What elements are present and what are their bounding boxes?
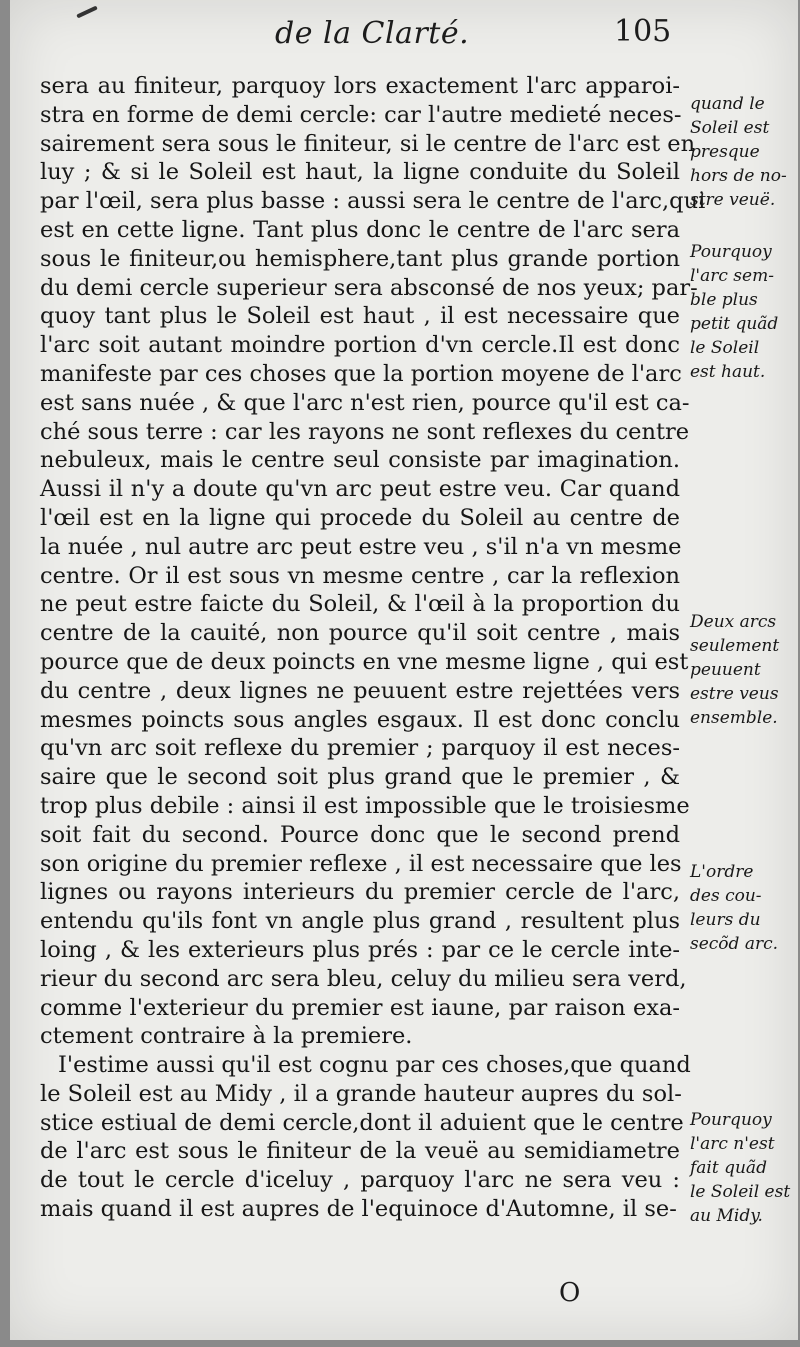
text-line: la nuée , nul autre arc peut estre veu , s'il n'a vn mesme (40, 533, 682, 560)
text-line: luy ; & si le Soleil est haut, la ligne conduite du Soleil (40, 159, 680, 186)
text-line: du demi cercle superieur sera absconsé de nos yeux; par- (40, 274, 698, 301)
text-line: son origine du premier reflexe , il est necessaire que les (40, 850, 682, 877)
margin-note-line: Pourquoy (690, 1110, 772, 1130)
text-line: ctement contraire à la premiere. (40, 1023, 413, 1050)
margin-note-line: presque (690, 142, 760, 162)
margin-note-line: leurs du (690, 910, 761, 930)
text-line: stice estiual de demi cercle,dont il aduient que le centre (40, 1109, 684, 1136)
margin-note-line: seulement (690, 636, 780, 656)
margin-note-line: quand le (690, 94, 765, 114)
margin-note-two-arcs (690, 610, 800, 730)
text-line: centre. Or il est sous vn mesme centre , car la reflexion (40, 562, 680, 589)
text-line: centre de la cauité, non pource qu'il soit centre , mais (40, 620, 680, 647)
margin-note-line: Pourquoy (690, 242, 772, 262)
ink-mark (76, 6, 98, 19)
text-line: quoy tant plus le Soleil est haut , il est necessaire que (40, 303, 680, 330)
text-line: saire que le second soit plus grand que le premier , & (40, 764, 680, 791)
text-line: comme l'exterieur du premier est iaune, par raison exa- (40, 994, 680, 1021)
text-line: stra en forme de demi cercle: car l'autre medieté neces- (40, 101, 682, 128)
book-page (10, 0, 798, 1340)
margin-note-line: L'ordre (690, 862, 754, 882)
page-number: 105 (614, 14, 672, 49)
margin-note-line: secõd arc. (690, 934, 779, 954)
margin-note-line: au Midy. (690, 1206, 763, 1226)
text-line: ché sous terre : car les rayons ne sont reflexes du centre (40, 418, 690, 445)
margin-note-line: le Soleil (690, 338, 760, 358)
margin-note-line: l'arc sem- (690, 266, 774, 286)
margin-note-color-order (690, 860, 800, 956)
text-line: de l'arc est sous le finiteur de la veuë au semidiametre (40, 1138, 680, 1165)
text-line: est sans nuée , & que l'arc n'est rien, pource qu'il est ca- (40, 389, 690, 416)
text-line: trop plus debile : ainsi il est impossible que le troisiesme (40, 792, 690, 819)
margin-note-line: fait quãd (690, 1158, 767, 1178)
catchword: O (559, 1278, 581, 1308)
text-line: sera au finiteur, parquoy lors exactement l'arc apparoi- (40, 73, 680, 99)
text-line: I'estime aussi qu'il est cognu par ces choses,que quand (58, 1052, 691, 1079)
margin-note-line: Deux arcs (690, 612, 777, 632)
text-line: l'arc soit autant moindre portion d'vn cercle.Il est donc (40, 332, 680, 359)
text-line: le Soleil est au Midy , il a grande hauteur aupres du sol- (40, 1080, 682, 1107)
text-line: loing , & les exterieurs plus prés : par ce le cercle inte- (40, 936, 680, 963)
text-line: soit fait du second. Pource donc que le second prend (40, 821, 680, 848)
text-line: entendu qu'ils font vn angle plus grand , resultent plus (40, 908, 680, 935)
text-line: est en cette ligne. Tant plus donc le centre de l'arc sera (40, 216, 680, 243)
margin-note-line: petit quãd (690, 314, 779, 334)
margin-note-arc-at-noon (690, 1108, 800, 1228)
text-line: Aussi il n'y a doute qu'vn arc peut estre veu. Car quand (40, 476, 680, 503)
margin-note-line: est haut. (690, 362, 766, 382)
text-line: sous le finiteur,ou hemisphere,tant plus grande portion (40, 245, 680, 272)
margin-note-sun-near-horizon (690, 92, 800, 212)
text-line: pource que de deux poincts en vne mesme ligne , qui est (40, 648, 689, 675)
text-line: lignes ou rayons interieurs du premier cercle de l'arc, (40, 879, 680, 906)
text-line: de tout le cercle d'iceluy , parquoy l'arc ne sera veu : (40, 1167, 680, 1194)
margin-note-line: estre veus (690, 684, 779, 704)
text-line: manifeste par ces choses que la portion moyene de l'arc (40, 360, 682, 387)
margin-note-line: des cou- (690, 886, 762, 906)
margin-note-line: hors de no- (690, 166, 787, 186)
margin-note-line: le Soleil est (690, 1182, 791, 1202)
margin-note-line: ensemble. (690, 708, 778, 728)
margin-note-line: Soleil est (690, 118, 770, 138)
text-line: sairement sera sous le finiteur, si le centre de l'arc est en (40, 130, 696, 157)
text-line: rieur du second arc sera bleu, celuy du milieu sera verd, (40, 965, 687, 992)
text-line: l'œil est en la ligne qui procede du Soleil au centre de (40, 504, 680, 531)
margin-note-line: l'arc n'est (690, 1134, 775, 1154)
text-line: mais quand il est aupres de l'equinoce d'Automne, il se- (40, 1196, 677, 1223)
margin-note-line: stre veuë. (690, 190, 776, 210)
running-title: de la Clarté. (275, 16, 470, 51)
text-line: par l'œil, sera plus basse : aussi sera le centre de l'arc,qui (40, 188, 706, 215)
body-text (40, 72, 706, 1224)
margin-note-line: peuuent (690, 660, 761, 680)
text-line: mesmes poincts sous angles esgaux. Il est donc conclu (40, 706, 680, 733)
margin-note-why-arc-smaller (690, 240, 800, 384)
text-line: nebuleux, mais le centre seul consiste par imagination. (40, 447, 680, 474)
text-line: du centre , deux lignes ne peuuent estre rejettées vers (40, 677, 680, 704)
text-line: ne peut estre faicte du Soleil, & l'œil à la proportion du (40, 591, 680, 618)
margin-note-line: ble plus (690, 290, 758, 310)
text-line: qu'vn arc soit reflexe du premier ; parquoy il est neces- (40, 735, 680, 762)
